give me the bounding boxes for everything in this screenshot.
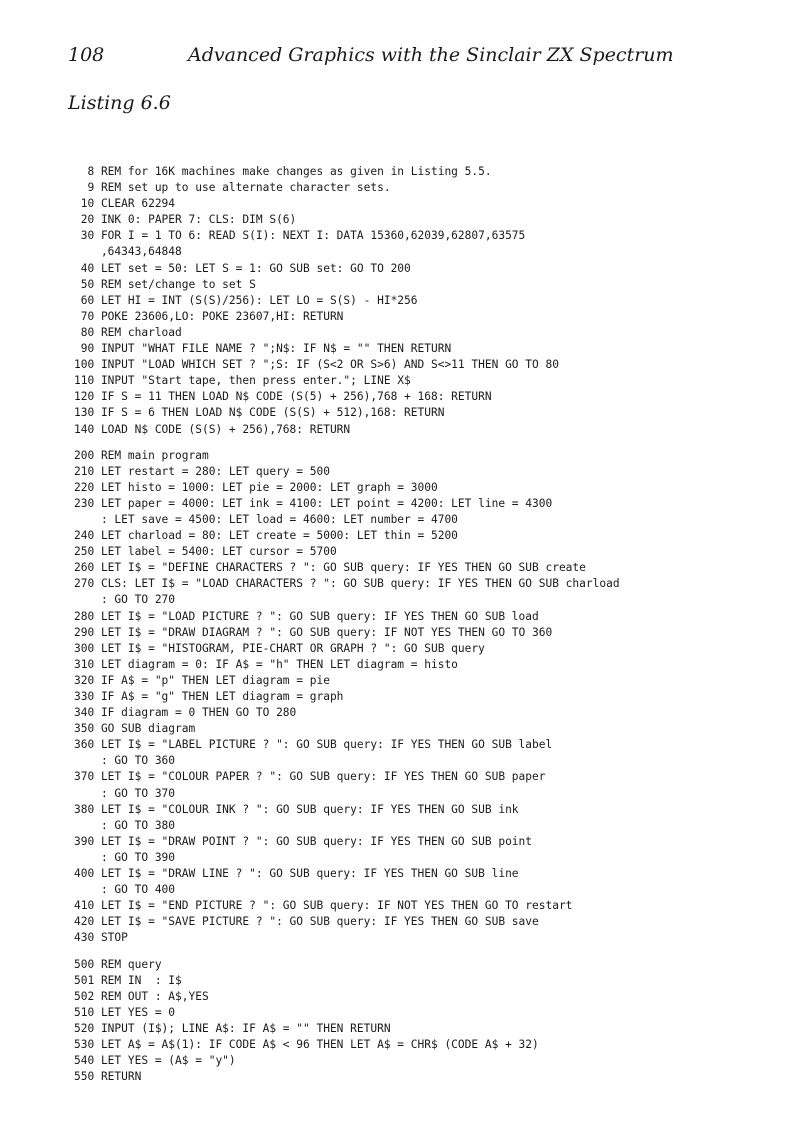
code-line: 320 IF A$ = "p" THEN LET diagram = pie xyxy=(74,673,330,687)
code-line: 290 LET I$ = "DRAW DIAGRAM ? ": GO SUB query: IF NOT YES THEN GO TO 360 xyxy=(74,625,553,639)
code-line: 501 REM IN : I$ xyxy=(74,973,182,987)
code-line: 100 INPUT "LOAD WHICH SET ? ";S: IF (S<2 OR S>6) AND S<>11 THEN GO TO 80 xyxy=(74,358,559,372)
code-line: 50 REM set/change to set S xyxy=(74,277,256,291)
code-line: 9 REM set up to use alternate character sets. xyxy=(74,181,391,195)
code-line: 390 LET I$ = "DRAW POINT ? ": GO SUB query: IF YES THEN GO SUB point xyxy=(74,834,533,848)
code-line: 20 INK 0: PAPER 7: CLS: DIM S(6) xyxy=(74,213,297,227)
code-line: : GO TO 400 xyxy=(74,883,176,897)
code-line: 10 CLEAR 62294 xyxy=(74,197,176,211)
code-line: 550 RETURN xyxy=(74,1070,142,1084)
code-line: 270 CLS: LET I$ = "LOAD CHARACTERS ? ": GO SUB query: IF YES THEN GO SUB charload xyxy=(74,577,620,591)
code-line: 500 REM query xyxy=(74,957,162,971)
code-line: 230 LET paper = 4000: LET ink = 4100: LET point = 4200: LET line = 4300 xyxy=(74,496,553,510)
code-line: 400 LET I$ = "DRAW LINE ? ": GO SUB query: IF YES THEN GO SUB line xyxy=(74,867,519,881)
code-line: 120 IF S = 11 THEN LOAD N$ CODE (S(5) + 256),768 + 168: RETURN xyxy=(74,390,492,404)
code-line: 420 LET I$ = "SAVE PICTURE ? ": GO SUB query: IF YES THEN GO SUB save xyxy=(74,915,539,929)
code-line: 520 INPUT (I$); LINE A$: IF A$ = "" THEN RETURN xyxy=(74,1021,391,1035)
code-line: 330 IF A$ = "g" THEN LET diagram = graph xyxy=(74,690,344,703)
code-line: 380 LET I$ = "COLOUR INK ? ": GO SUB query: IF YES THEN GO SUB ink xyxy=(74,802,519,816)
code-line: 370 LET I$ = "COLOUR PAPER ? ": GO SUB query: IF YES THEN GO SUB paper xyxy=(74,770,546,784)
code-line: 250 LET label = 5400: LET cursor = 5700 xyxy=(74,545,337,559)
code-line: 200 REM main program xyxy=(74,448,209,462)
code-line: 30 FOR I = 1 TO 6: READ S(I): NEXT I: DATA 15360,62039,62807,63575 xyxy=(74,229,526,243)
code-line: 430 STOP xyxy=(74,931,128,945)
code-line: 110 INPUT "Start tape, then press enter."; LINE X$ xyxy=(74,374,411,388)
code-line: 350 GO SUB diagram xyxy=(74,722,196,736)
code-line: 280 LET I$ = "LOAD PICTURE ? ": GO SUB query: IF YES THEN GO SUB load xyxy=(74,609,539,623)
listing-title: Listing 6.6 xyxy=(68,92,171,114)
code-line: 60 LET HI = INT (S(S)/256): LET LO = S(S) - HI*256 xyxy=(74,293,418,307)
code-line: 8 REM for 16K machines make changes as given in Listing 5.5. xyxy=(74,165,492,178)
code-line: ,64343,64848 xyxy=(74,245,182,259)
code-listing xyxy=(74,164,774,1085)
block-gap xyxy=(74,947,774,957)
page-number: 108 xyxy=(68,44,105,66)
code-line: 140 LOAD N$ CODE (S(S) + 256),768: RETURN xyxy=(74,422,351,436)
code-line: : GO TO 370 xyxy=(74,786,176,800)
code-line: 310 LET diagram = 0: IF A$ = "h" THEN LET diagram = histo xyxy=(74,657,458,671)
code-line: 210 LET restart = 280: LET query = 500 xyxy=(74,464,330,478)
code-line: 130 IF S = 6 THEN LOAD N$ CODE (S(S) + 512),168: RETURN xyxy=(74,406,445,420)
code-line: 410 LET I$ = "END PICTURE ? ": GO SUB query: IF NOT YES THEN GO TO restart xyxy=(74,899,573,913)
block-gap xyxy=(74,438,774,448)
code-line: 80 REM charload xyxy=(74,325,182,339)
code-line: 502 REM OUT : A$,YES xyxy=(74,989,209,1003)
code-line: 530 LET A$ = A$(1): IF CODE A$ < 96 THEN LET A$ = CHR$ (CODE A$ + 32) xyxy=(74,1037,539,1051)
code-line: 340 IF diagram = 0 THEN GO TO 280 xyxy=(74,706,297,720)
code-line: 540 LET YES = (A$ = "y") xyxy=(74,1054,236,1068)
running-title: Advanced Graphics with the Sinclair ZX Spectrum xyxy=(188,44,674,66)
code-line: 300 LET I$ = "HISTOGRAM, PIE-CHART OR GRAPH ? ": GO SUB query xyxy=(74,641,485,655)
code-line: 260 LET I$ = "DEFINE CHARACTERS ? ": GO SUB query: IF YES THEN GO SUB create xyxy=(74,561,586,575)
code-line: 220 LET histo = 1000: LET pie = 2000: LET graph = 3000 xyxy=(74,480,438,494)
code-line: : GO TO 360 xyxy=(74,754,176,768)
code-line: 240 LET charload = 80: LET create = 5000: LET thin = 5200 xyxy=(74,529,458,543)
code-line: 360 LET I$ = "LABEL PICTURE ? ": GO SUB query: IF YES THEN GO SUB label xyxy=(74,738,553,752)
code-line: : LET save = 4500: LET load = 4600: LET number = 4700 xyxy=(74,512,458,526)
code-line: : GO TO 380 xyxy=(74,818,176,832)
code-line: : GO TO 270 xyxy=(74,593,176,607)
code-line: 510 LET YES = 0 xyxy=(74,1005,176,1019)
code-line: 90 INPUT "WHAT FILE NAME ? ";N$: IF N$ = "" THEN RETURN xyxy=(74,342,452,356)
code-line: 70 POKE 23606,LO: POKE 23607,HI: RETURN xyxy=(74,309,344,323)
code-line: : GO TO 390 xyxy=(74,850,176,864)
code-line: 40 LET set = 50: LET S = 1: GO SUB set: GO TO 200 xyxy=(74,261,411,275)
